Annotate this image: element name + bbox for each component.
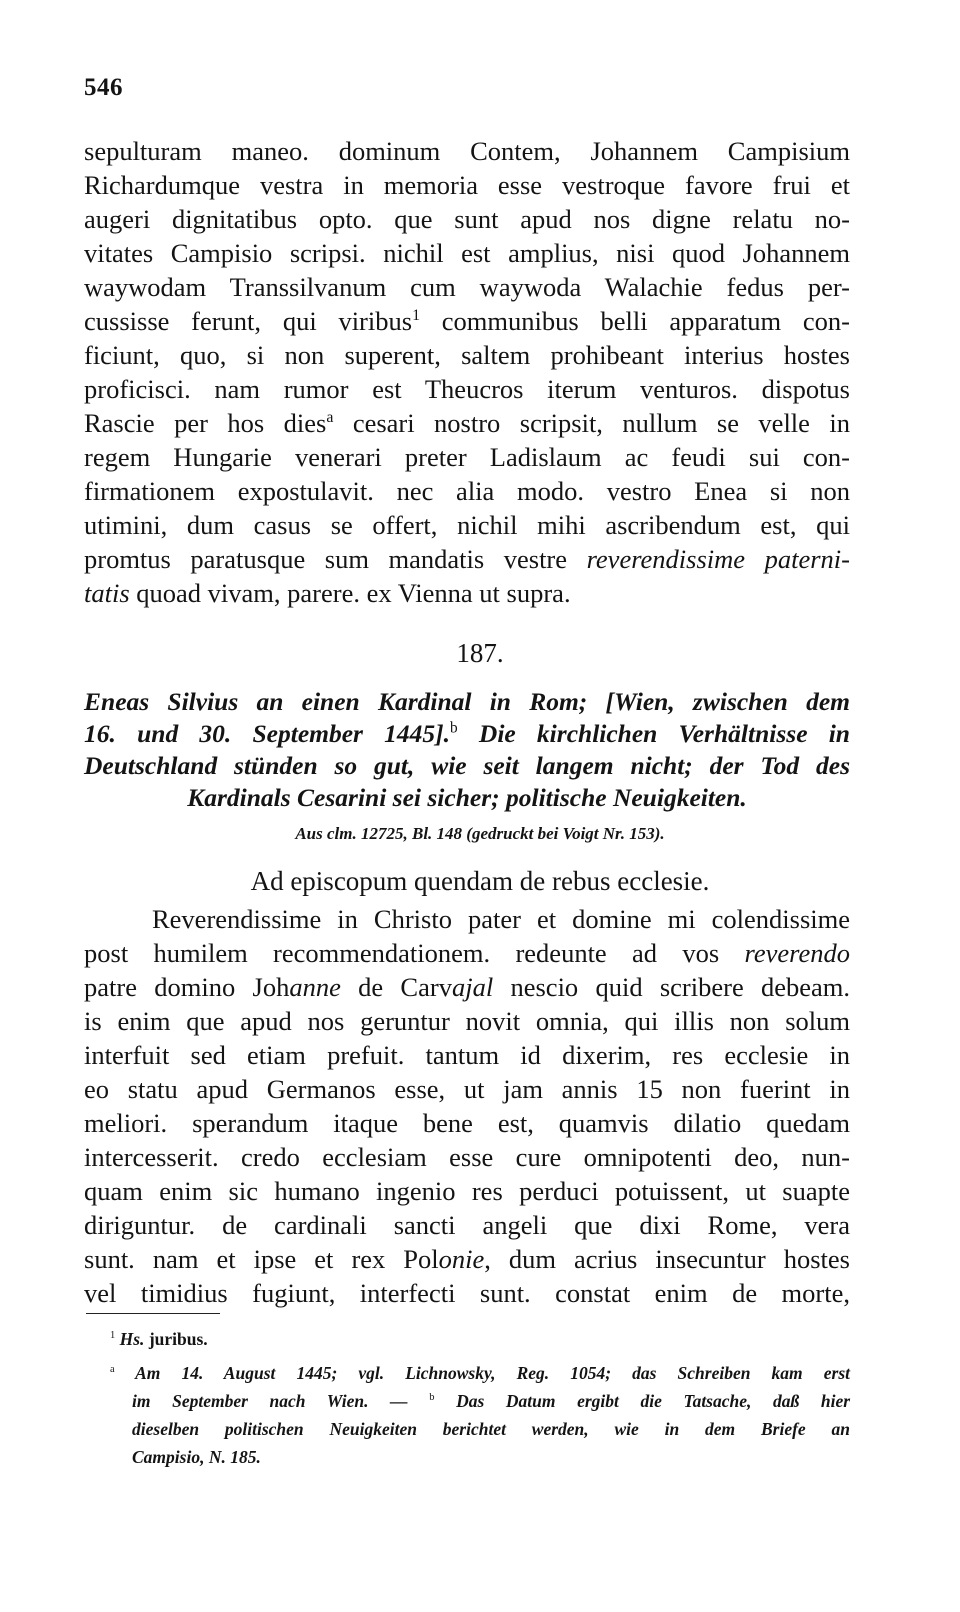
regest-line: Eneas Silvius an einen Kardinal in Rom; [Wien, zwischen dem — [84, 687, 850, 716]
text-line: diriguntur. de cardinali sancti angeli que dixi Rome, vera — [84, 1210, 850, 1240]
text-segment: im September nach Wien. — — [132, 1391, 408, 1411]
text-line: sepulturam maneo. dominum Contem, Johannem Campisium — [84, 136, 850, 166]
text-segment: post humilem recommendationem. redeunte ad vos — [84, 938, 720, 968]
text-line: firmationem expostulavit. nec alia modo. vestro Enea si non — [84, 476, 850, 506]
text-segment: de Carv — [358, 972, 452, 1002]
text-line — [84, 576, 850, 610]
text-segment: sunt. nam et ipse et rex Pol — [84, 1244, 439, 1274]
italic-segment: onie — [438, 1244, 485, 1274]
text-segment: Am 14. August 1445; vgl. Lichnowsky, Reg. 1054; das Schreiben kam erst — [135, 1363, 850, 1383]
footnote-line — [132, 1388, 850, 1414]
regest-line — [84, 718, 850, 750]
text-segment: juribus. — [148, 1329, 208, 1349]
text-segment: 16. und 30. September 1445]. — [84, 719, 451, 748]
text-line: vitates Campisio scripsi. nichil est amplius, nisi quod Johannem — [84, 238, 850, 268]
text-line — [84, 542, 850, 576]
page-number: 546 — [84, 74, 123, 101]
footnote-a — [110, 1360, 850, 1386]
text-line: ficiunt, quo, si non superent, saltem prohibeant interius hostes — [84, 340, 850, 370]
italic-segment: tatis — [84, 578, 130, 608]
footnote-line: dieselben politischen Neuigkeiten berichtet werden, wie in dem Briefe an — [132, 1419, 850, 1439]
text-segment: Hs. — [119, 1329, 145, 1349]
footnote-mark: a — [110, 1364, 115, 1376]
text-segment: communibus belli apparatum con- — [441, 306, 851, 336]
text-line: is enim que apud nos geruntur novit omnia, qui illis non solum — [84, 1006, 850, 1036]
text-segment: Rascie per hos dies — [84, 408, 327, 438]
text-line: proficisci. nam rumor est Theucros iterum venturos. dispotus — [84, 374, 850, 404]
text-segment: Die kirchlichen Verhältnisse in — [478, 719, 850, 748]
italic-segment: paterni- — [764, 544, 850, 574]
letter-number: 187. — [456, 638, 504, 668]
text-line — [84, 406, 850, 440]
italic-segment: ajal — [451, 972, 494, 1002]
letter-address: Ad episcopum quendam de rebus ecclesie. — [250, 866, 710, 896]
text-line: quam enim sic humano ingenio res perduci potuissent, ut suapte — [84, 1176, 850, 1206]
footnote-ref: b — [450, 719, 458, 737]
text-line: interfuit sed etiam prefuit. tantum id dixerim, res ecclesie in — [84, 1040, 850, 1070]
text-line: meliori. sperandum itaque bene est, quamvis dilatio quedam — [84, 1108, 850, 1138]
text-line: utimini, dum casus se offert, nichil mihi ascribendum est, qui — [84, 510, 850, 540]
text-line: eo statu apud Germanos esse, ut jam annis 15 non fuerint in — [84, 1074, 850, 1104]
text-segment: quoad vivam, parere. ex Vienna ut supra. — [136, 578, 571, 608]
text-segment: cesari nostro scripsit, nullum se velle in — [352, 408, 850, 438]
italic-segment: reverendo — [744, 938, 850, 968]
text-line — [84, 1242, 850, 1276]
regest-line: Deutschland stünden so gut, wie seit langem nicht; der Tod des — [84, 751, 850, 780]
source-reference: Aus clm. 12725, Bl. 148 (gedruckt bei Voigt Nr. 153). — [295, 824, 665, 843]
footnote-rule — [86, 1313, 220, 1314]
text-line: vel timidius fugiunt, interfecti sunt. constat enim de morte, — [84, 1278, 850, 1308]
italic-segment: reverendissime — [586, 544, 746, 574]
text-segment: promtus paratusque sum mandatis vestre — [84, 544, 568, 574]
text-line — [84, 936, 850, 970]
footnote-mark: 1 — [110, 1330, 116, 1342]
text-line: intercesserit. credo ecclesiam esse cure omnipotenti deo, nun- — [84, 1142, 850, 1172]
footnote-1 — [110, 1326, 850, 1352]
text-segment: Das Datum ergibt die Tatsache, daß hier — [456, 1391, 851, 1411]
text-line: augeri dignitatibus opto. que sunt apud nos digne relatu no- — [84, 204, 850, 234]
text-line: regem Hungarie venerari preter Ladislaum ac feudi sui con- — [84, 442, 850, 472]
footnote-ref: 1 — [412, 307, 421, 325]
text-line — [84, 970, 850, 1004]
text-segment: , dum acrius insecuntur hostes — [484, 1244, 850, 1274]
text-line — [84, 304, 850, 338]
regest-line: Kardinals Cesarini sei sicher; politische Neuigkeiten. — [187, 783, 747, 812]
text-segment: nescio quid scribere debeam. — [510, 972, 851, 1002]
italic-segment: anne — [289, 972, 341, 1002]
footnote-ref: a — [326, 409, 334, 427]
text-segment: patre domino Joh — [84, 972, 290, 1002]
text-segment: cussisse ferunt, qui viribus — [84, 306, 413, 336]
text-line: Richardumque vestra in memoria esse vestroque favore frui et — [84, 170, 850, 200]
footnote-mark: b — [429, 1392, 435, 1404]
footnote-line: Campisio, N. 185. — [132, 1447, 261, 1467]
text-line: waywodam Transsilvanum cum waywoda Walachie fedus per- — [84, 272, 850, 302]
text-line: Reverendissime in Christo pater et domine mi colendissime — [152, 904, 850, 934]
